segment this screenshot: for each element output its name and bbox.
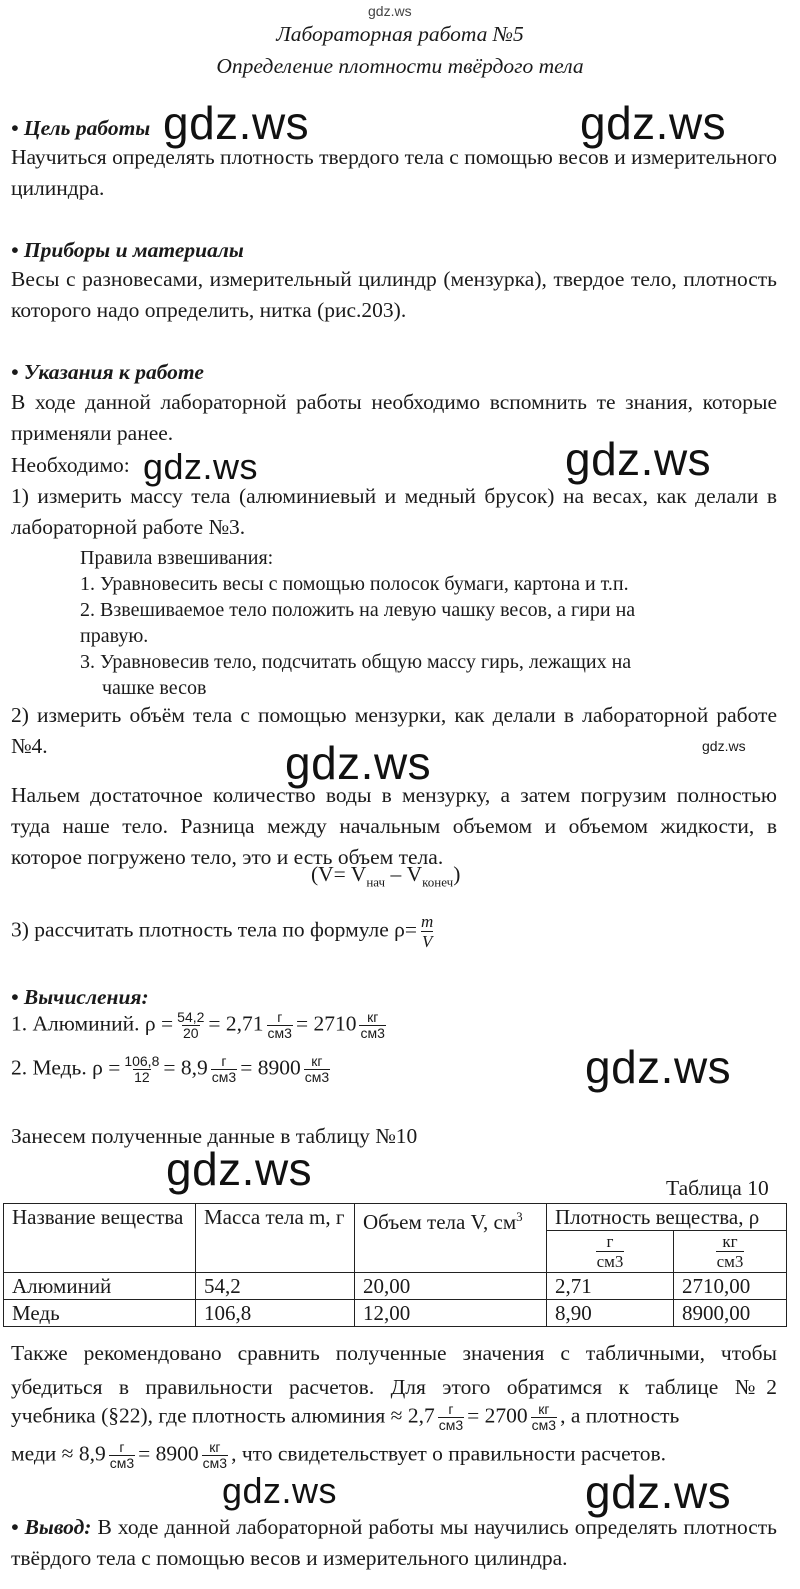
watermark: gdz.ws [580,97,727,149]
rule-item: 3. Уравновесив тело, подсчитать общую массу гирь, лежащих на [80,651,632,673]
watermark: gdz.ws [585,1041,732,1093]
header-unit-g: $\frac{г}{см3}$ [547,1231,674,1273]
watermark: gdz.ws [285,737,432,789]
lab-title: Лабораторная работа №5 [276,22,524,46]
header-name: Название вещества [4,1204,196,1273]
cell-name: Алюминий [4,1273,196,1300]
conclusion [11,1512,777,1574]
volume-paragraph: Нальем достаточное количество воды в мензурку, а затем погрузим полностью туда наше тело. Разница между начальным объемом и объемом жидкости, в которое погружено тело, это и есть объем тела. [11,783,777,869]
compare-line2: убедиться в правильности расчетов. Для этого обратимся к таблице №2 [11,1375,777,1399]
watermark: gdz.ws [163,97,310,149]
instructions-step2: 2) измерить объём тела с помощью мензурки, как делали в лабораторной работе №4. [11,703,777,758]
cell-volume: 20,00 [355,1273,547,1300]
cell-volume: 12,00 [355,1300,547,1327]
compare-line1: Также рекомендовано сравнить полученные значения с табличными, чтобы [11,1341,777,1365]
watermark-small: gdz.ws [702,738,746,754]
header-mass: Масса тела m, г [196,1204,355,1273]
watermark: gdz.ws [222,1470,338,1511]
equipment-heading: • Приборы и материалы [11,238,244,262]
equipment-text: Весы с разновесами, измерительный цилиндр (мензурка), твердое тело, плотность которого надо определить, нитка (рис.203). [11,267,777,322]
density-fraction: $\frac{m}{V}$ [421,912,434,951]
watermark: gdz.ws [565,433,712,485]
goal-text: Научиться определять плотность твердого тела с помощью весов и измерительного цилиндра. [11,145,777,200]
cell-density-g: 2,71 [547,1273,674,1300]
table-row [4,1273,787,1300]
table-intro: Занесем полученные данные в таблицу №10 [11,1124,418,1148]
density-table [3,1203,787,1327]
cell-mass: 106,8 [196,1300,355,1327]
watermark: gdz.ws [166,1143,313,1195]
instructions-step1: 1) измерить массу тела (алюминиевый и медный брусок) на весах, как делали в лабораторной работе №3. [11,484,777,539]
compare-line4: меди ≈ 8,9 $\frac{г}{см3}$ = 8900 $\frac{кг}{см3}$ , что свидетельствует о правильности расчетов. [11,1439,667,1471]
table-row [4,1300,787,1327]
table-caption: Таблица 10 [666,1176,769,1200]
watermark: gdz.ws [143,446,259,487]
rule-item: правую. [80,625,149,647]
volume-formula: $(V= V_{нач} - V_{конеч})$ [311,862,461,890]
cell-name: Медь [4,1300,196,1327]
site-label[interactable]: gdz.ws [368,3,412,19]
instructions-heading: • Указания к работе [11,360,204,384]
cell-density-kg: 8900,00 [674,1300,787,1327]
header-unit-kg: $\frac{кг}{см3}$ [674,1231,787,1273]
cell-density-g: 8,90 [547,1300,674,1327]
watermark: gdz.ws [585,1466,732,1518]
rule-item: 1. Уравновесить весы с помощью полосок бумаги, картона и т.п. [80,573,629,595]
compare-line3: учебника (§22), где плотность алюминия ≈ 2,7 $\frac{г}{см3}$ = 2700 $\frac{кг}{см3}$ , а плотность [11,1401,680,1433]
instructions-need: Необходимо: [11,453,130,477]
calc-heading: • Вычисления: [11,985,149,1009]
conclusion-text: В ходе данной лабораторной работы мы научились определять плотность твёрдого тела с помощью весов и измерительного цилиндра. [11,1515,777,1570]
instructions-intro: В ходе данной лабораторной работы необходимо вспомнить те знания, которые применяли ранее. [11,390,777,445]
conclusion-heading: • Вывод: [11,1515,92,1539]
goal-heading: • Цель работы [11,116,151,140]
header-volume: Объем тела V, $см^3$ [355,1204,547,1273]
weighing-rules [80,545,635,701]
lab-subtitle: Определение плотности твёрдого тела [216,54,584,78]
calc-copper: 2. Медь. ρ = $\frac{106,8}{12}$ = 8,9 $\frac{г}{см3}$ = 8900 $\frac{кг}{см3}$ [11,1053,330,1085]
rules-title: Правила взвешивания: [80,547,274,569]
cell-mass: 54,2 [196,1273,355,1300]
rule-item: 2. Взвешиваемое тело положить на левую чашку весов, а гири на [80,599,636,621]
calc-aluminium: 1. Алюминий. ρ = $\frac{54,2}{20}$ = 2,71 $\frac{г}{см3}$ = 2710 $\frac{кг}{см3}$ [11,1009,385,1041]
cell-density-kg: 2710,00 [674,1273,787,1300]
density-formula-line: 3) рассчитать плотность тела по формуле ρ= $\frac{m}{V}$ [11,912,434,951]
table-header-row [4,1204,787,1231]
rule-item: чашке весов [102,677,207,699]
header-density: Плотность вещества, ρ [547,1204,787,1231]
